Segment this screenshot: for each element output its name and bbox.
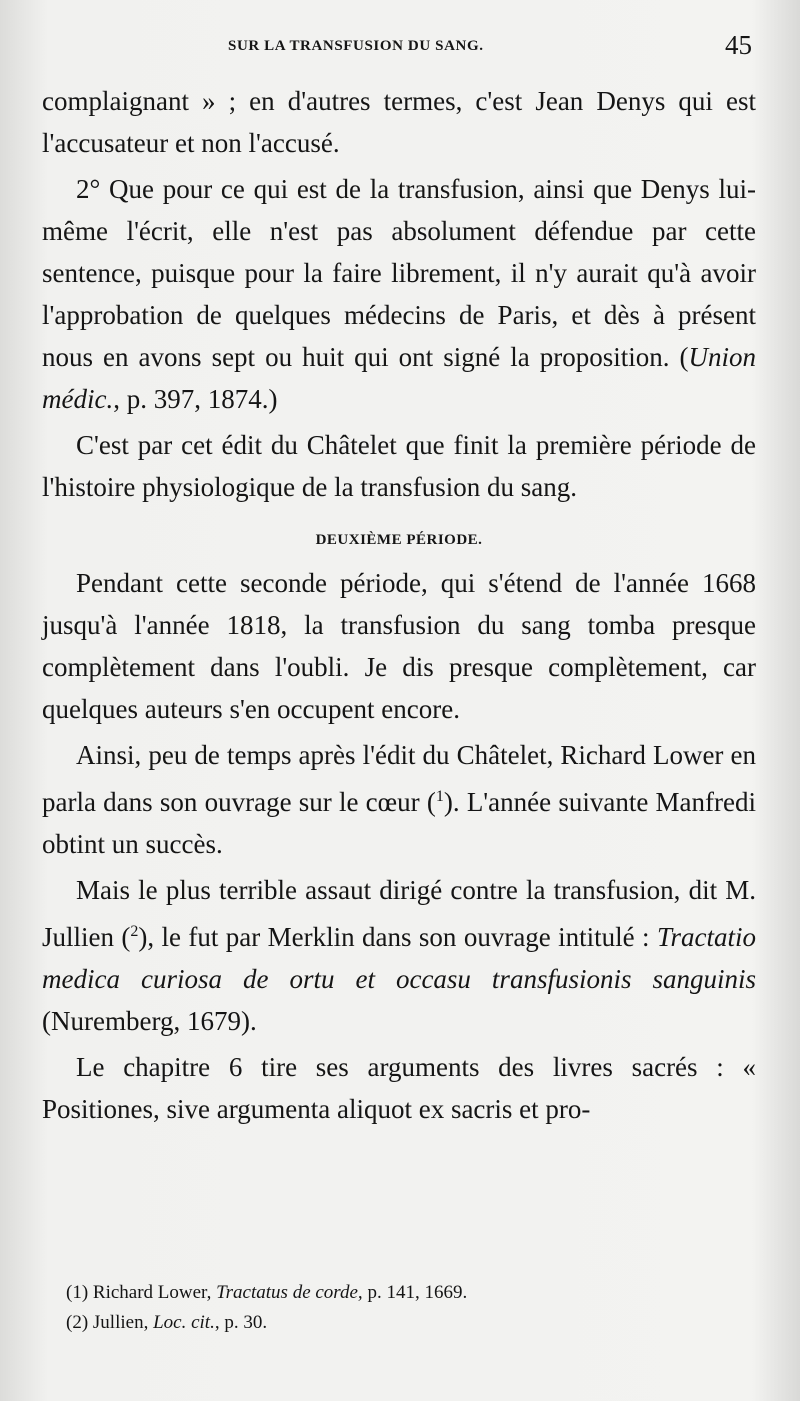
paragraph-3: C'est par cet édit du Châtelet que finit la première période de l'histoire physiologique de la transfusion du sang.: [42, 430, 756, 502]
paragraph-2-tail: , p. 397, 1874.): [113, 384, 278, 414]
paragraph-6-tail: (Nuremberg, 1679).: [42, 1006, 257, 1036]
footnote-ref-1: 1: [435, 788, 444, 805]
footnote-2-rest: , p. 30.: [214, 1312, 268, 1333]
footnote-1-mark: (1): [66, 1282, 89, 1303]
paragraph-5: [42, 734, 756, 865]
paragraph-4: Pendant cette seconde période, qui s'étend de l'année 1668 jusqu'à l'année 1818, la transfusion du sang tomba presque complètement dans l'oubli. Je dis presque complètement, car quelques auteurs s'en occupent encore.: [42, 568, 756, 724]
book-title-merklin: Tractatio medica curiosa de ortu et occasu transfusionis sanguinis: [42, 922, 756, 994]
paragraph-6: [42, 869, 756, 1042]
citation-union-medicale: Union médic.: [42, 342, 756, 414]
paragraph-1: complaignant » ; en d'autres termes, c'est Jean Denys qui est l'accusateur et non l'accusé.: [42, 86, 756, 158]
paragraph-6-middle: ), le fut par Merklin dans son ouvrage intitulé :: [138, 922, 657, 952]
footnote-ref-2: 2: [130, 923, 139, 940]
footnote-1: [66, 1278, 746, 1308]
footnote-1-work: Tractatus de corde,: [216, 1282, 363, 1303]
paragraph-2-text: 2° Que pour ce qui est de la transfusion, ainsi que Denys lui-même l'écrit, elle n'est pas absolument défendue par cette sentence, puisque pour la faire librement, il n'y aurait qu'à avoir l'approbation de quelques médecins de Paris, et dès à présent nous en avons sept ou huit qui ont signé la proposition. (: [42, 174, 756, 372]
footnote-2-work: Loc. cit.: [153, 1312, 215, 1333]
paragraph-7: Le chapitre 6 tire ses arguments des livres sacrés : « Positiones, sive argumenta aliquot ex sacris et pro-: [42, 1052, 756, 1124]
footnotes: [66, 1278, 746, 1338]
paragraph-6-text: Mais le plus terrible assaut dirigé contre la transfusion, dit M. Jullien (: [42, 875, 756, 952]
footnote-1-rest: p. 141, 1669.: [362, 1282, 468, 1303]
page-header: [40, 30, 760, 70]
paragraph-5-text: Ainsi, peu de temps après l'édit du Châtelet, Richard Lower en parla dans son ouvrage sur le cœur (: [42, 740, 756, 817]
footnote-2-author: Jullien,: [92, 1312, 154, 1333]
section-heading: DEUXIÈME PÉRIODE.: [315, 532, 483, 548]
footnote-1-author: Richard Lower,: [92, 1282, 217, 1303]
page-number: 45: [725, 30, 752, 60]
paragraph-5-tail: ). L'année suivante Manfredi obtint un succès.: [42, 787, 756, 859]
footnote-2-mark: (2): [66, 1312, 89, 1333]
running-head: SUR LA TRANSFUSION DU SANG.: [228, 38, 484, 54]
paragraph-2: [42, 168, 756, 420]
body-text: [42, 80, 756, 1134]
footnote-2: [66, 1308, 746, 1338]
